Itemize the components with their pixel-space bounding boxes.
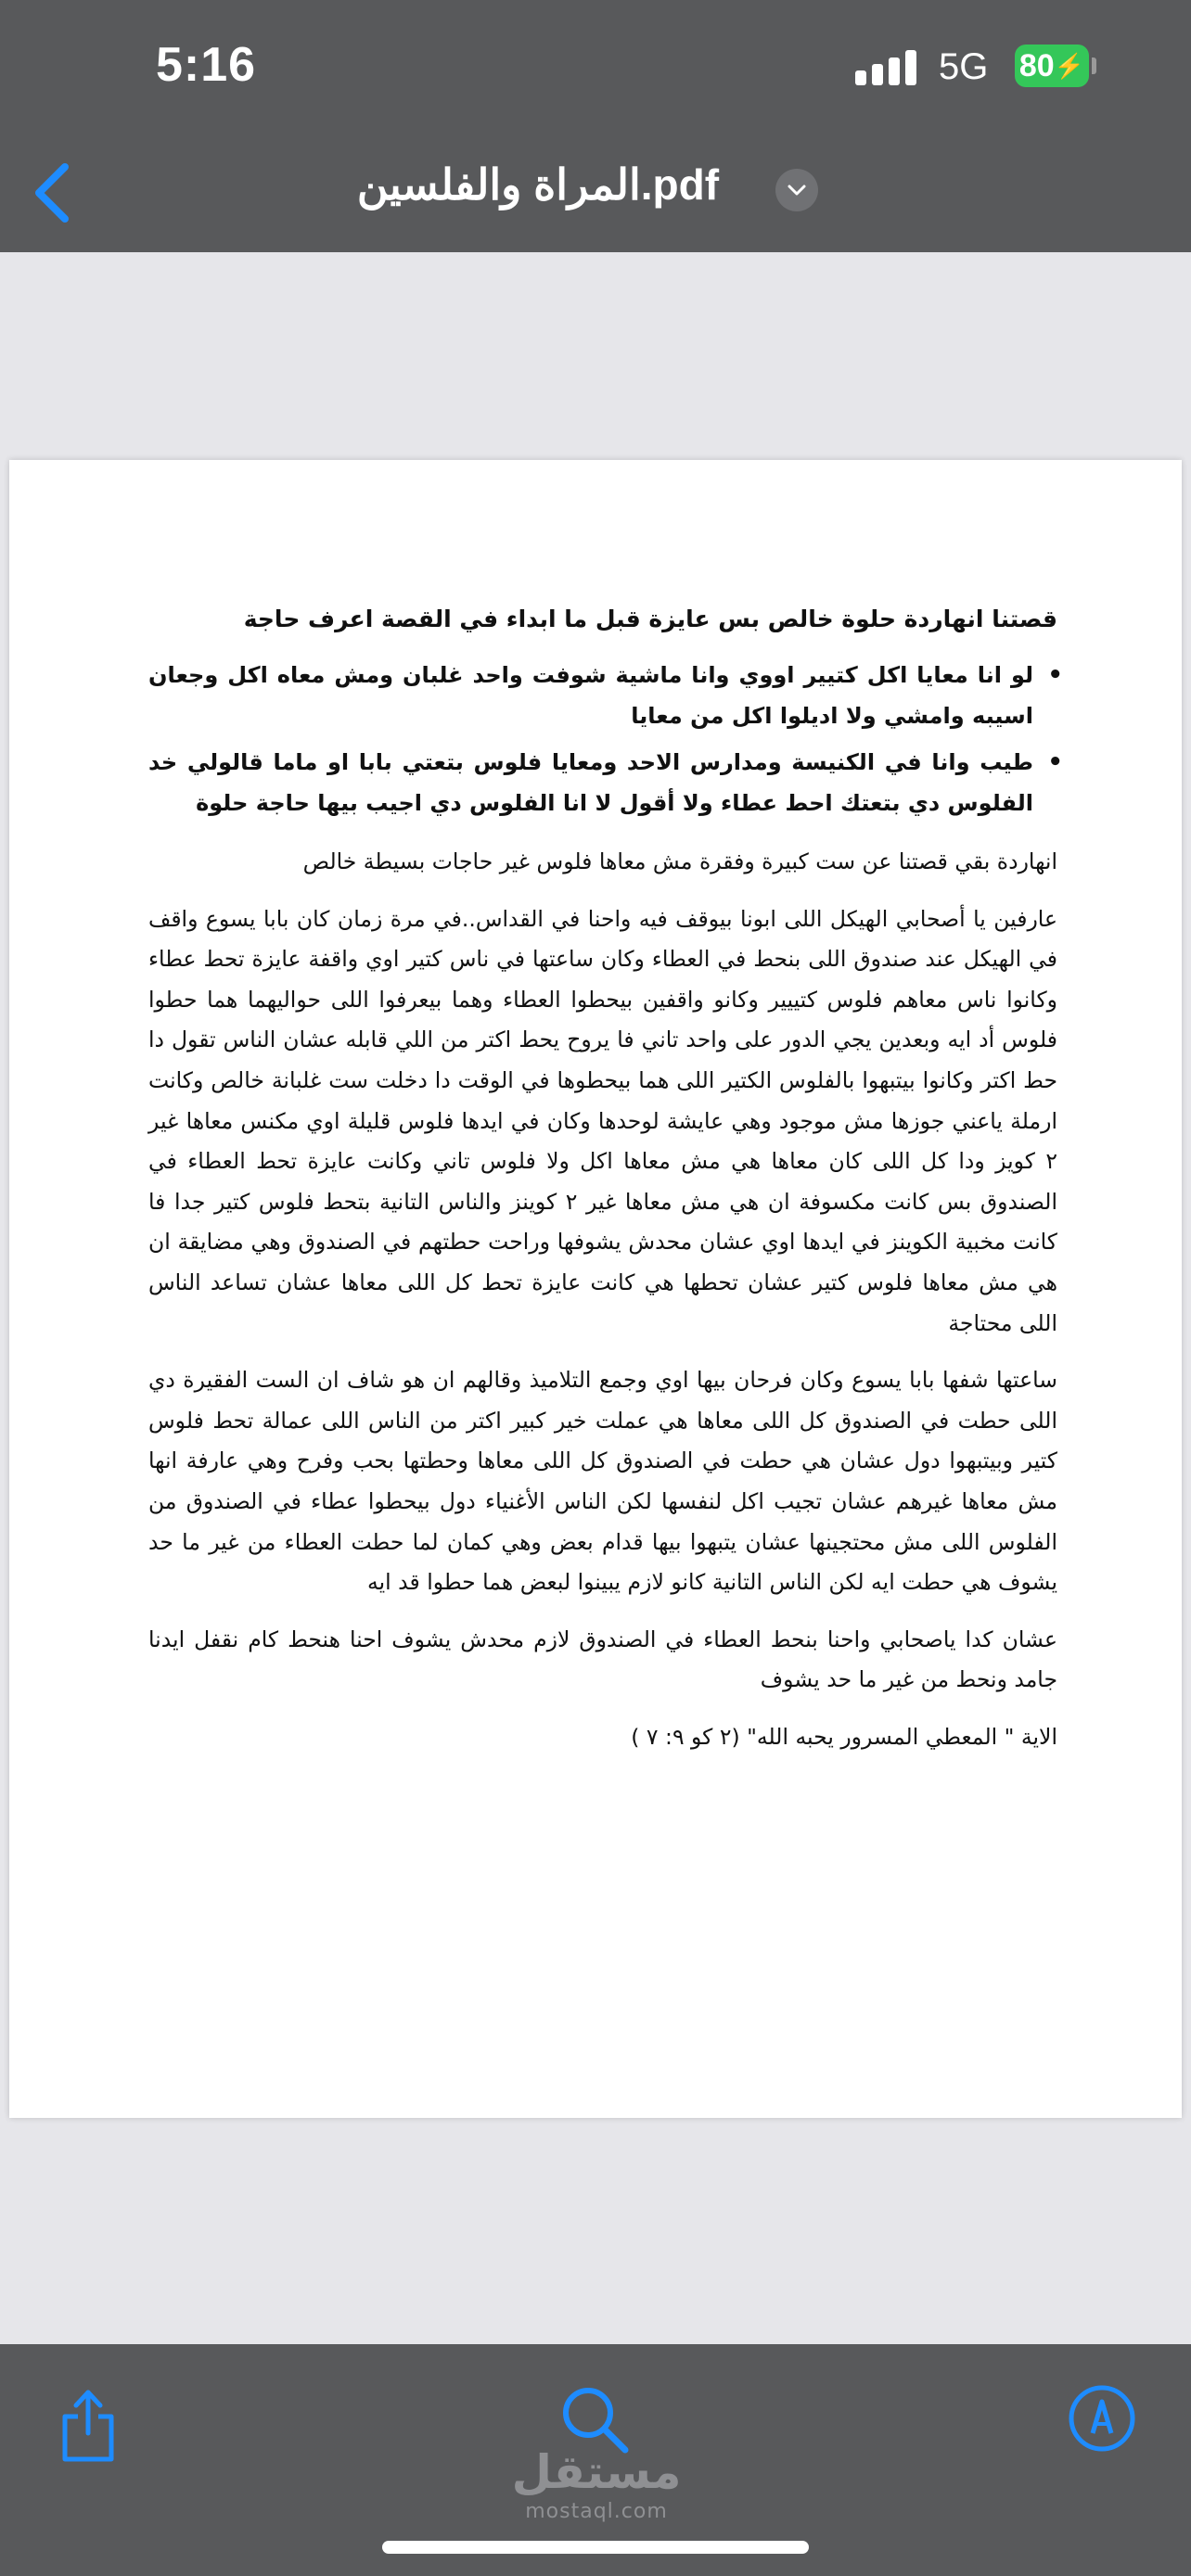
chevron-down-icon	[786, 183, 808, 198]
cellular-signal-icon	[855, 50, 920, 87]
story-heading: قصتنا انهاردة حلوة خالص بس عايزة قبل ما ابداء في القصة اعرف حاجة	[243, 606, 1057, 632]
pdf-page-content	[148, 597, 1057, 1774]
lesson-paragraph: عشان كدا ياصحابي واحنا بنحط العطاء في الصندوق لازم محدش يشوف احنا هنحط كام نقفل ايدنا جامد ونحط من غير ما حد يشوف	[148, 1626, 1057, 1693]
question-item: • طيب وانا في الكنيسة ومدارس الاحد ومعايا فلوس بتعتي بابا او ماما قالولي خد الفلوس دي بتعتك احط عطاء ولا أقول لا انا الفلوس دي اجيب بيها حاجة حلوة	[148, 742, 1057, 823]
document-title[interactable]: المراة والفلسين.pdf	[356, 160, 720, 209]
share-icon	[56, 2383, 121, 2467]
battery-indicator	[1015, 45, 1089, 87]
back-button[interactable]	[28, 156, 83, 230]
battery-level: 80	[1018, 47, 1055, 83]
watermark-logo: مستقل	[511, 2445, 682, 2499]
top-bar	[0, 0, 1191, 252]
watermark	[508, 2444, 685, 2523]
markup-pen-icon	[1067, 2383, 1137, 2454]
battery-tip	[1092, 57, 1096, 74]
markup-button[interactable]	[1067, 2383, 1137, 2454]
story-paragraph: ساعتها شفها بابا يسوع وكان فرحان بيها اوي وجمع التلاميذ وقالهم ان هو شاف ان الست الفقيرة دي اللى حطت في الصندوق كل اللى معاها هي عملت خير كبير اكتر من الناس اللى عمالة تحط فلوس كتير وبيتبهوا دول عشان هي حطت في الصندوق كل اللى معاها وحطتها بحب وفرح وهي عارفة انها مش معاها غيرهم عشان تجيب اكل لنفسها لكن الناس الأغنياء دول بيحطوا عطاء في الصندوق من الفلوس اللى مش محتجينها عشان يتبهوا بيها قدام بعض وهي كمان لما حطت العطاء من غير ما حد يشوف هي حطت ايه لكن الناس التانية كانو لازم يبينوا لبعض هما حطوا قد ايه	[148, 1367, 1057, 1596]
status-time: 5:16	[156, 38, 257, 92]
share-button[interactable]	[56, 2383, 121, 2467]
network-type: 5G	[939, 46, 989, 87]
story-paragraph: عارفين يا أصحابي الهيكل اللى ابونا بيوقف فيه واحنا في القداس..في مرة زمان كان بابا يسوع واقف في الهيكل عند صندوق اللى بنحط في العطاء وكان ساعتها في ناس كتير اوي واقفة عايزة تحط عطاء وكانوا ناس معاهم فلوس كتييير وكانو واقفين بيحطوا العطاء وهما بيعرفوا اللى حواليهما هما حطوا فلوس أد ايه وبعدين يجي الدور على واحد تاني فا يروح يحط اكتر من اللي قابله عشان الناس تقول دا حط اكتر وكانوا بيتبهوا بالفلوس الكتير اللى هما بيحطوها في الوقت دا دخلت ست غلبانة خالص وكانت ارملة ياعني جوزها مش موجود وهي عايشة لوحدها وكان في ايدها فلوس قليلة اوي مكنس معاها غير ٢ كويز ودا كل اللى كان معاها هي مش معاها اكل ولا فلوس تاني وكانت عايزة تحط العطاء في الصندوق بس كانت مكسوفة ان هي مش معاها غير ٢ كوينز والناس التانية بتحط فلوس كتير جدا فا كانت مخبية الكوينز في ايدها اوي عشان محدش يشوفها وراحت حطتهم في الصندوق وهي مضايقة ان هي مش معاها فلوس كتير عشان تحطها هي كانت عايزة تحط كل اللى معاها عشان تساعد الناس اللى محتاجة	[148, 905, 1057, 1336]
intro-paragraph: انهاردة بقي قصتنا عن ست كبيرة وفقرة مش معاها فلوس غير حاجات بسيطة خالص	[302, 848, 1057, 874]
watermark-url: mostaql.com	[525, 2500, 668, 2523]
pdf-page[interactable]	[9, 460, 1182, 2118]
question-list	[148, 655, 1057, 823]
charging-bolt-icon: ⚡	[1054, 51, 1085, 80]
chevron-left-icon	[28, 156, 83, 230]
title-menu-button[interactable]	[775, 169, 818, 211]
home-indicator[interactable]	[382, 2541, 809, 2554]
question-item: • لو انا معايا اكل كتيير اووي وانا ماشية شوفت واحد غلبان ومش معاه اكل وجعان اسيبه وامشي ولا اديلوا اكل من معايا	[148, 655, 1057, 736]
verse-paragraph: الاية " المعطي المسرور يحبه الله" (٢ كو ٩: ٧ )	[631, 1723, 1057, 1750]
